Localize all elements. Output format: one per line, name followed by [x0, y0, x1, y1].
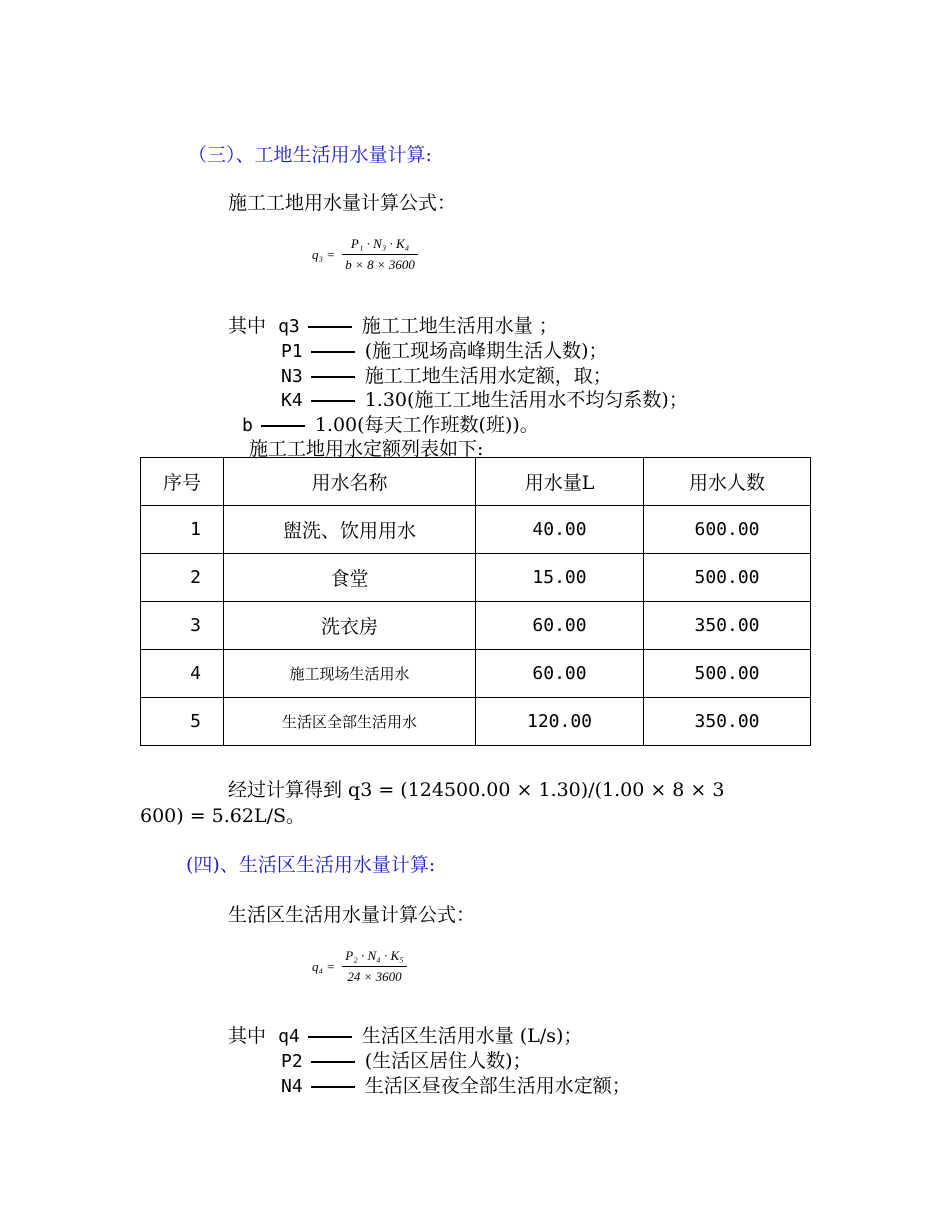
def-row-q3 [228, 311, 558, 338]
table-row [141, 554, 811, 602]
formula-fraction [342, 948, 406, 985]
dash-separator [311, 1086, 355, 1088]
def-row-p2 [281, 1046, 532, 1073]
def-text: (生活区居住人数)； [364, 1050, 532, 1072]
cell-index: 5 [141, 698, 224, 746]
def-symbol: N3 [281, 366, 303, 387]
result-line-2: 600) = 5.62L/S。 [140, 805, 306, 827]
dash-separator [308, 1036, 352, 1038]
header-index: 序号 [141, 458, 224, 506]
cell-name: 洗衣房 [224, 602, 476, 650]
cell-name: 食堂 [224, 554, 476, 602]
cell-name: 施工现场生活用水 [224, 650, 476, 698]
dash-separator [311, 1061, 355, 1063]
water-quota-table [140, 457, 811, 746]
cell-index: 1 [141, 506, 224, 554]
cell-amount: 60.00 [476, 602, 644, 650]
dash-separator [261, 425, 305, 427]
formula-lhs: q₃ = [312, 246, 336, 262]
def-symbol: q4 [278, 1026, 300, 1047]
dash-separator [311, 351, 355, 353]
section3-formula [312, 236, 418, 273]
def-text: 施工工地生活用水量 ； [361, 315, 558, 337]
formula-numerator: P₂ · N₄ · K₅ [342, 948, 406, 967]
cell-index: 4 [141, 650, 224, 698]
def-row-n4 [281, 1071, 631, 1098]
table-header-row [141, 458, 811, 506]
def-row-n3 [281, 361, 612, 388]
def-text: 生活区昼夜全部生活用水定额； [364, 1075, 631, 1097]
def-text: (施工现场高峰期生活人数)； [364, 340, 608, 362]
cell-amount: 120.00 [476, 698, 644, 746]
cell-people: 350.00 [644, 602, 811, 650]
def-text: 施工工地生活用水定额，取； [364, 365, 612, 387]
dash-separator [308, 326, 352, 328]
section3-heading: （三）、工地生活用水量计算: [188, 144, 432, 166]
dash-separator [311, 376, 355, 378]
section4-heading: (四)、生活区生活用水量计算: [186, 854, 436, 876]
def-text: 生活区生活用水量 (L/s)； [361, 1025, 583, 1047]
def-text: 1.30(施工工地生活用水不均匀系数)； [364, 389, 688, 411]
def-prefix: 其中 [228, 1025, 267, 1047]
table-row [141, 506, 811, 554]
def-symbol: P2 [281, 1051, 303, 1072]
formula-fraction [342, 236, 418, 273]
section4-formula-intro: 生活区生活用水量计算公式： [228, 904, 476, 926]
table-row [141, 650, 811, 698]
def-row-b [242, 410, 539, 437]
formula-denominator: 24 × 3600 [347, 969, 402, 984]
header-amount: 用水量L [476, 458, 644, 506]
table-intro: 施工工地用水定额列表如下: [249, 438, 484, 460]
cell-name: 盥洗、饮用用水 [224, 506, 476, 554]
cell-people: 600.00 [644, 506, 811, 554]
def-symbol: N4 [281, 1076, 303, 1097]
cell-people: 350.00 [644, 698, 811, 746]
def-row-p1 [281, 336, 608, 363]
cell-amount: 60.00 [476, 650, 644, 698]
def-row-q4 [228, 1021, 582, 1048]
formula-lhs: q₄ = [312, 958, 336, 974]
def-text: 1.00(每天工作班数(班))。 [314, 414, 539, 436]
dash-separator [311, 400, 355, 402]
table-row [141, 602, 811, 650]
cell-people: 500.00 [644, 554, 811, 602]
header-people: 用水人数 [644, 458, 811, 506]
def-symbol: q3 [278, 316, 300, 337]
cell-name: 生活区全部生活用水 [224, 698, 476, 746]
def-row-k4 [281, 385, 688, 412]
def-symbol: b [242, 415, 253, 436]
cell-index: 3 [141, 602, 224, 650]
section4-formula [312, 948, 407, 985]
cell-index: 2 [141, 554, 224, 602]
section3-formula-intro: 施工工地用水量计算公式： [228, 192, 457, 214]
def-symbol: K4 [281, 390, 303, 411]
cell-amount: 40.00 [476, 506, 644, 554]
header-name: 用水名称 [224, 458, 476, 506]
formula-numerator: P₁ · N₃ · K₄ [342, 236, 418, 255]
result-line-1: 经过计算得到 q3 = (124500.00 × 1.30)/(1.00 × 8 × 3 [228, 779, 725, 801]
table-row [141, 698, 811, 746]
def-symbol: P1 [281, 341, 303, 362]
cell-people: 500.00 [644, 650, 811, 698]
def-prefix: 其中 [228, 315, 267, 337]
cell-amount: 15.00 [476, 554, 644, 602]
formula-denominator: b × 8 × 3600 [345, 257, 415, 272]
